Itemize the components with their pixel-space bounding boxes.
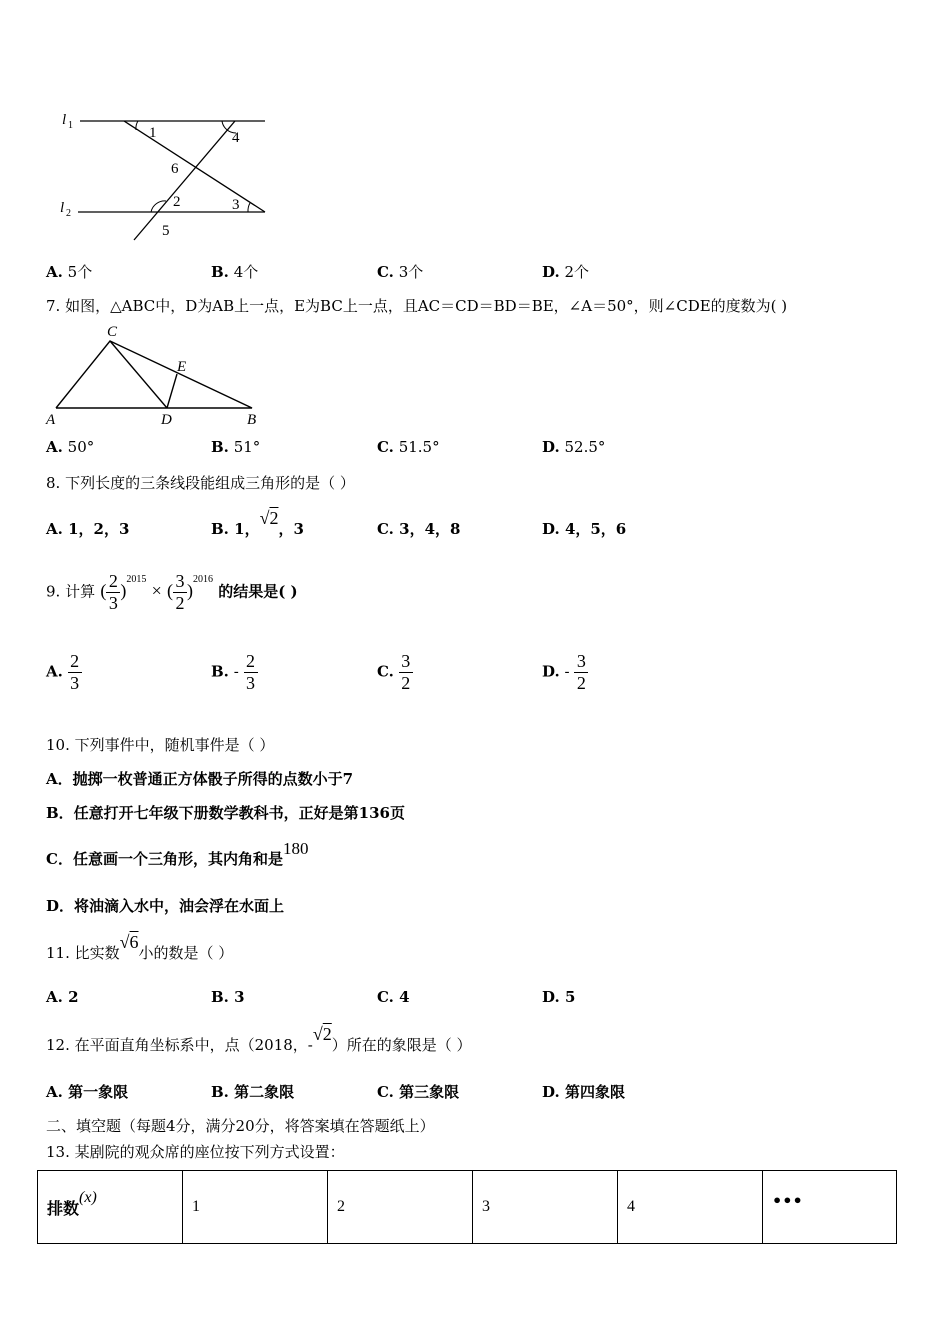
q9-option-c: C. $\frac{3}{2}$	[377, 652, 413, 693]
q8-option-b: B. 1，√2，3	[211, 508, 304, 538]
vertex-c-label: C	[107, 324, 118, 340]
svg-text:2: 2	[66, 208, 71, 219]
q8-option-a: A. 1，2，3	[46, 520, 130, 538]
q11-option-b: B. 3	[211, 988, 245, 1006]
q8-option-c: C. 3，4，8	[377, 520, 461, 538]
q10-option-d: D．将油滴入水中，油会浮在水面上	[46, 897, 285, 915]
table-cell-ellipsis: •••	[763, 1164, 897, 1237]
q10-option-a: A．抛掷一枚普通正方体骰子所得的点数小于7	[46, 770, 354, 788]
q10-stem: 10. 下列事件中，随机事件是（ ）	[46, 736, 275, 754]
table-cell: 3	[473, 1171, 618, 1244]
table-cell: 2	[328, 1171, 473, 1244]
q7-option-d: D. 52.5°	[542, 438, 606, 456]
vertex-b-label: B	[247, 412, 257, 428]
angle-3-label: 3	[232, 197, 240, 213]
q6-option-a: A. 5个	[46, 263, 93, 281]
q7-option-c: C. 51.5°	[377, 438, 440, 456]
q12-stem: 12. 在平面直角坐标系中，点（2018，-√2）所在的象限是（ ）	[46, 1024, 472, 1054]
sqrt-2: √2	[259, 508, 279, 528]
table-row	[38, 1171, 897, 1244]
angle-2-label: 2	[173, 194, 181, 210]
q6-option-b: B. 4个	[211, 263, 259, 281]
q10-option-b: B．任意打开七年级下册数学教科书，正好是第136页	[46, 804, 405, 822]
q12-option-d: D. 第四象限	[542, 1083, 625, 1101]
table-cell: 4	[618, 1171, 763, 1244]
q12-option-c: C. 第三象限	[377, 1083, 460, 1101]
sqrt-2: √2	[312, 1024, 332, 1044]
triangle-figure	[44, 322, 269, 428]
q7-stem: 7. 如图，△ABC中，D为AB上一点，E为BC上一点，且AC＝CD＝BD＝BE，∠A＝50°，则∠CDE的度数为( )	[46, 297, 788, 315]
sqrt-6: √6	[119, 932, 139, 952]
label-l2: l	[60, 200, 65, 216]
q6-option-d: D. 2个	[542, 263, 590, 281]
q12-option-a: A. 第一象限	[46, 1083, 129, 1101]
section-2-heading: 二、填空题（每题4分，满分20分，将答案填在答题纸上）	[46, 1117, 435, 1135]
seating-table	[37, 1170, 897, 1244]
label-l1: l	[62, 112, 67, 128]
q9-option-d: D. - $\frac{3}{2}$	[542, 652, 588, 693]
q8-option-d: D. 4，5，6	[542, 520, 627, 538]
angle-1-label: 1	[149, 125, 157, 141]
angle-6-label: 6	[171, 161, 179, 177]
q11-option-c: C. 4	[377, 988, 410, 1006]
vertex-e-label: E	[177, 359, 187, 375]
q6-option-c: C. 3个	[377, 263, 424, 281]
q13-stem: 13. 某剧院的观众席的座位按下列方式设置：	[46, 1143, 345, 1161]
q11-option-d: D. 5	[542, 988, 576, 1006]
q9-option-b: B. - $\frac{2}{3}$	[211, 652, 258, 693]
q11-stem: 11. 比实数√6小的数是（ ）	[46, 932, 234, 962]
angle-5-label: 5	[162, 223, 170, 239]
svg-text:1: 1	[68, 120, 73, 131]
q7-option-a: A. 50°	[46, 438, 95, 456]
parallel-lines-figure	[50, 100, 280, 250]
q10-option-c: C．任意画一个三角形，其内角和是180	[46, 839, 309, 868]
q12-option-b: B. 第二象限	[211, 1083, 295, 1101]
table-cell: 1	[183, 1171, 328, 1244]
vertex-a-label: A	[46, 412, 56, 428]
angle-4-label: 4	[232, 130, 240, 146]
q9-option-a: A. $\frac{2}{3}$	[46, 652, 82, 693]
vertex-d-label: D	[161, 412, 172, 428]
q7-option-b: B. 51°	[211, 438, 261, 456]
row-label-cell: 排数(x)	[38, 1171, 183, 1244]
q8-stem: 8. 下列长度的三条线段能组成三角形的是（ ）	[46, 474, 355, 492]
q9-stem: 9. 计算 ( $\frac{2}{3}$ )$^{2015}$ × ( $\frac{3}{2}$ )$^{2016}$ 的结果是( )	[46, 571, 298, 613]
q11-option-a: A. 2	[46, 988, 79, 1006]
